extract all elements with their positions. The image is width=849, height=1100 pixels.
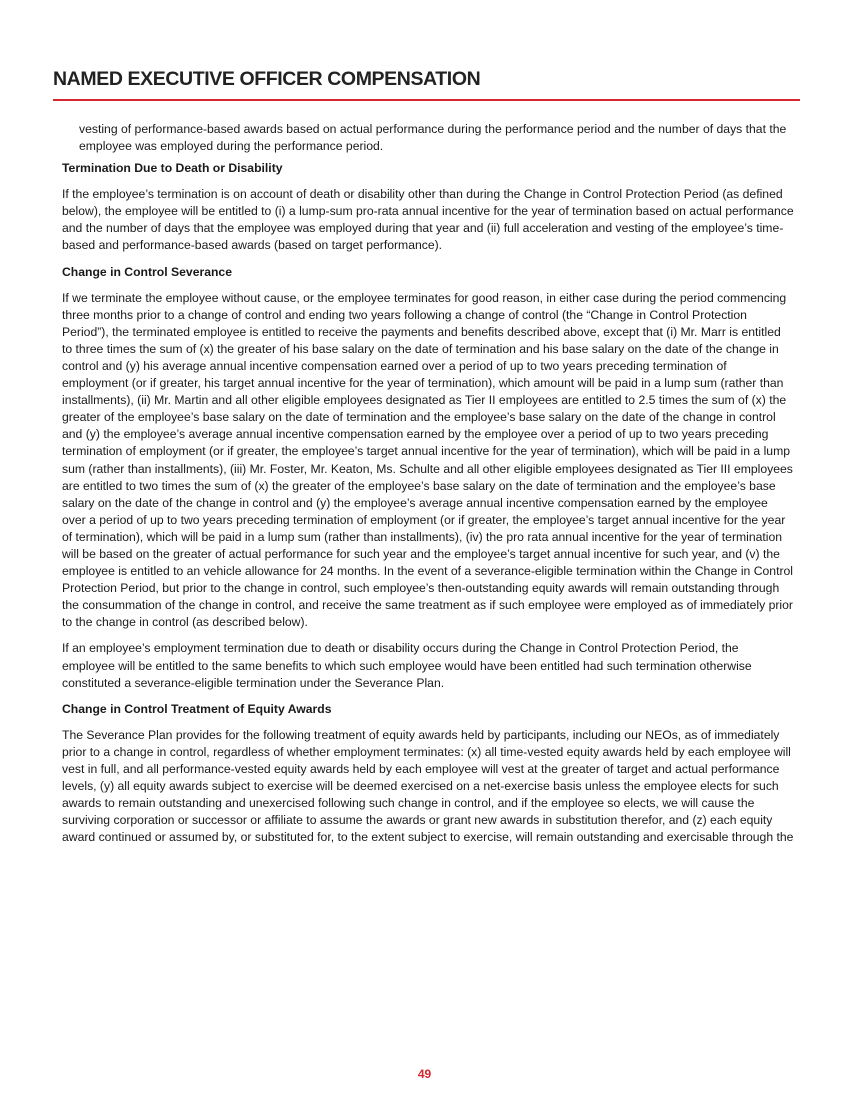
- section-heading-cic-equity: Change in Control Treatment of Equity Awards: [62, 701, 332, 716]
- paragraph-cic-severance-1: If we terminate the employee without cause, or the employee terminates for good reason, in either case during the period commencing three months prior to a change of control and ending two years following a change of control (the “Change in Control Protection Period”), the terminated employee is entitled to receive the payments and benefits described above, except that (i) Mr. Marr is entitled to three times the sum of (x) the greater of his base salary on the date of termination and his base salary on the date of the change in control and (y) his average annual incentive compensation earned over a period of up to two years preceding termination of employment (or if greater, his target annual incentive for the year of termination), which amount will be paid in a lump sum (rather than installments), (ii) Mr. Martin and all other eligible employees designated as Tier II employees are entitled to 2.5 times the sum of (x) the greater of the employee’s base salary on the date of termination and the employee’s base salary on the date of the change in control and (y) the employee’s average annual incentive compensation earned by the employee over a period of up to two years preceding termination of employment (or if greater, the employee’s target annual incentive for the year of termination), which will be paid in a lump sum (rather than installments), (iii) Mr. Foster, Mr. Keaton, Ms. Schulte and all other eligible employees designated as Tier III employees are entitled to two times the sum of (x) the greater of the employee’s base salary on the date of termination and the employee’s base salary on the date of the change in control and (y) the employee’s average annual incentive compensation earned by the employee over a period of up to two years preceding termination of employment (or if greater, the employee’s target annual incentive for the year of termination), which will be paid in a lump sum (rather than installments), (iv) the pro rata annual incentive for the year of termination will be based on the greater of actual performance for such year and the employee’s target annual incentive for such year, and (v) the employee is entitled to an vehicle allowance for 24 months. In the event of a severance-eligible termination within the Change in Control Protection Period, but prior to the change in control, such employee’s then-outstanding equity awards will remain outstanding through the consummation of the change in control, and receive the same treatment as if such employee were employed as of immediately prior to the change in control (as described below).: [62, 290, 793, 630]
- page-number: 49: [417, 1067, 432, 1081]
- page-title: NAMED EXECUTIVE OFFICER COMPENSATION: [53, 68, 481, 90]
- document-body: [62, 121, 794, 855]
- paragraph-cic-equity: The Severance Plan provides for the following treatment of equity awards held by participants, including our NEOs, as of immediately prior to a change in control, regardless of whether employment terminates: (x) all time-vested equity awards held by each employee will vest in full, and all performance-vested equity awards held by each employee will vest at the greater of target and actual performance levels, (y) all equity awards subject to exercise will be deemed exercised on a net-exercise basis unless the employee elects for such awards to remain outstanding and unexercised following such change in control, and if the employee so elects, we will cause the surviving corporation or successor or affiliate to assume the awards or grant new awards in substitution therefor, and (z) each equity award continued or assumed by, or substituted for, to the extent subject to exercise, will remain outstanding and exercisable through the: [62, 727, 794, 845]
- page-header: [53, 66, 800, 101]
- header-divider: [53, 99, 800, 101]
- continued-paragraph: vesting of performance-based awards based on actual performance during the performance period and the number of days that the employee was employed during the performance period.: [79, 122, 787, 154]
- section-heading-death-disability: Termination Due to Death or Disability: [62, 161, 283, 176]
- paragraph-cic-severance-2: If an employee’s employment termination due to death or disability occurs during the Change in Control Protection Period, the employee will be entitled to the same benefits to which such employee would have been entitled had such termination otherwise constituted a severance-eligible termination under the Severance Plan.: [62, 641, 752, 690]
- paragraph-death-disability: If the employee’s termination is on account of death or disability other than during the Change in Control Protection Period (as defined below), the employee will be entitled to (i) a lump-sum pro-rata annual incentive for the year of termination based on actual performance and the number of days that the employee was employed during that year and (ii) full acceleration and vesting of the employee’s time-based and performance-based awards (based on target performance).: [62, 187, 794, 253]
- section-heading-cic-severance: Change in Control Severance: [62, 264, 232, 279]
